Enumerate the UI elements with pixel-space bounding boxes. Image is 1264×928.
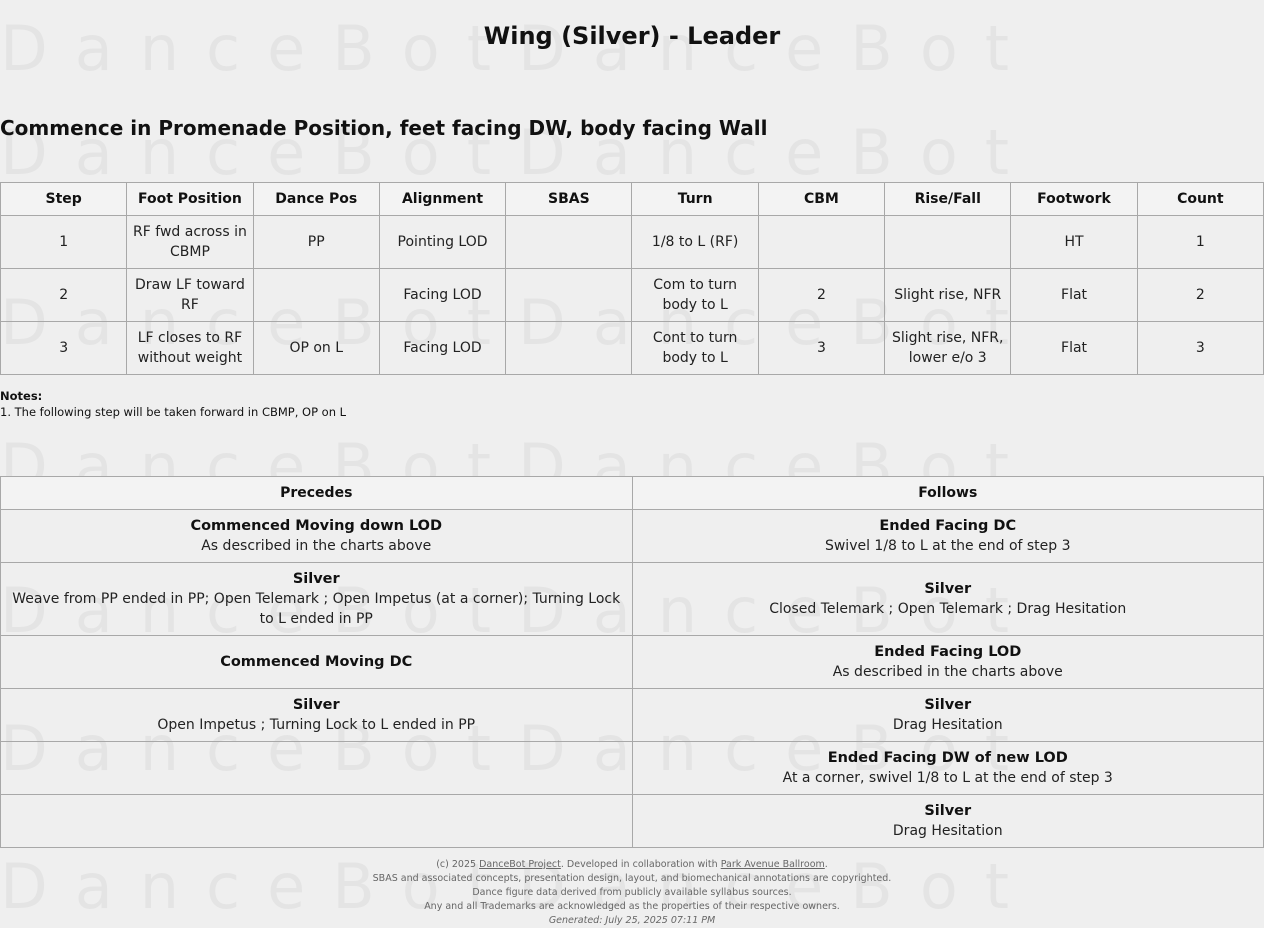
footer-line: Any and all Trademarks are acknowledged as the properties of their respective owners. — [424, 901, 840, 912]
precedes-cell — [1, 689, 633, 742]
cell-cbm — [758, 216, 884, 269]
follows-cell — [632, 795, 1264, 848]
cell-count: 2 — [1137, 269, 1263, 322]
steps-header-row — [1, 183, 1264, 216]
cell-sbas — [506, 322, 632, 375]
follows-title: Silver — [924, 697, 972, 713]
cell-footwork: Flat — [1011, 322, 1137, 375]
cell-count: 3 — [1137, 322, 1263, 375]
cell-rise-fall: Slight rise, NFR, lower e/o 3 — [885, 322, 1011, 375]
cell-rise-fall — [885, 216, 1011, 269]
header-turn: Turn — [632, 183, 758, 216]
notes-label: Notes: — [0, 389, 43, 403]
cell-foot-position: Draw LF toward RF — [127, 269, 253, 322]
follows-cell — [632, 563, 1264, 636]
precedes-follows-table — [0, 476, 1264, 848]
commence-heading: Commence in Promenade Position, feet facing DW, body facing Wall — [0, 116, 768, 140]
header-alignment: Alignment — [379, 183, 505, 216]
precedes-cell — [1, 563, 633, 636]
header-footwork: Footwork — [1011, 183, 1137, 216]
footer-copyright-suffix: . — [824, 859, 828, 870]
table-row — [1, 563, 1264, 636]
footer-line: SBAS and associated concepts, presentation design, layout, and biomechanical annotations are copyrighted. — [372, 873, 892, 884]
header-dance-pos: Dance Pos — [253, 183, 379, 216]
follows-text: Drag Hesitation — [892, 717, 1003, 733]
follows-text: Drag Hesitation — [892, 823, 1003, 839]
cell-dance-pos — [253, 269, 379, 322]
cell-cbm: 3 — [758, 322, 884, 375]
table-row — [1, 742, 1264, 795]
table-row — [1, 510, 1264, 563]
footer-copyright — [0, 858, 1264, 872]
footer-copyright-mid: . Developed in collaboration with — [560, 859, 721, 870]
follows-text: At a corner, swivel 1/8 to L at the end of step 3 — [782, 770, 1113, 786]
cell-turn: Cont to turn body to L — [632, 322, 758, 375]
footer-generated: Generated: July 25, 2025 07:11 PM — [548, 915, 716, 926]
cell-foot-position: LF closes to RF without weight — [127, 322, 253, 375]
precedes-cell-empty — [1, 742, 633, 795]
table-row — [1, 636, 1264, 689]
cell-step: 3 — [1, 322, 127, 375]
follows-title: Silver — [924, 581, 972, 597]
precedes-title: Silver — [292, 697, 340, 713]
table-row — [1, 322, 1264, 375]
cell-rise-fall: Slight rise, NFR — [885, 269, 1011, 322]
table-row — [1, 269, 1264, 322]
cell-footwork: HT — [1011, 216, 1137, 269]
cell-dance-pos: OP on L — [253, 322, 379, 375]
page-title: Wing (Silver) - Leader — [483, 22, 781, 50]
follows-cell — [632, 636, 1264, 689]
cell-alignment: Facing LOD — [379, 322, 505, 375]
cell-dance-pos: PP — [253, 216, 379, 269]
note-item: 1. The following step will be taken forward in CBMP, OP on L — [0, 405, 347, 419]
precedes-title: Commenced Moving DC — [220, 654, 413, 670]
table-row — [1, 216, 1264, 269]
cell-cbm: 2 — [758, 269, 884, 322]
footer — [0, 858, 1264, 928]
header-follows: Follows — [632, 477, 1264, 510]
follows-cell — [632, 742, 1264, 795]
precedes-cell — [1, 510, 633, 563]
follows-text: Closed Telemark ; Open Telemark ; Drag Hesitation — [769, 601, 1127, 617]
precedes-follows-header-row — [1, 477, 1264, 510]
header-count: Count — [1137, 183, 1263, 216]
precedes-text: Weave from PP ended in PP; Open Telemark ; Open Impetus (at a corner); Turning Lock to L ended in PP — [12, 591, 621, 627]
follows-title: Ended Facing DC — [879, 518, 1017, 534]
follows-title: Ended Facing DW of new LOD — [827, 750, 1068, 766]
follows-text: As described in the charts above — [832, 664, 1063, 680]
follows-title: Silver — [924, 803, 972, 819]
precedes-cell-empty — [1, 795, 633, 848]
cell-turn: Com to turn body to L — [632, 269, 758, 322]
precedes-text: As described in the charts above — [201, 538, 432, 554]
follows-title: Ended Facing LOD — [874, 644, 1022, 660]
cell-sbas — [506, 216, 632, 269]
footer-line: Dance figure data derived from publicly available syllabus sources. — [472, 887, 792, 898]
header-rise-fall: Rise/Fall — [885, 183, 1011, 216]
header-step: Step — [1, 183, 127, 216]
header-foot-position: Foot Position — [127, 183, 253, 216]
park-avenue-ballroom-link[interactable]: Park Avenue Ballroom — [720, 859, 825, 870]
cell-footwork: Flat — [1011, 269, 1137, 322]
header-precedes: Precedes — [1, 477, 633, 510]
steps-table — [0, 182, 1264, 375]
cell-step: 2 — [1, 269, 127, 322]
cell-alignment: Pointing LOD — [379, 216, 505, 269]
footer-copyright-prefix: (c) 2025 — [436, 859, 480, 870]
follows-cell — [632, 689, 1264, 742]
header-sbas: SBAS — [506, 183, 632, 216]
dancebot-project-link[interactable]: DanceBot Project — [479, 859, 561, 870]
precedes-title: Silver — [292, 571, 340, 587]
precedes-title: Commenced Moving down LOD — [190, 518, 443, 534]
follows-text: Swivel 1/8 to L at the end of step 3 — [824, 538, 1071, 554]
table-row — [1, 795, 1264, 848]
cell-foot-position: RF fwd across in CBMP — [127, 216, 253, 269]
table-row — [1, 689, 1264, 742]
header-cbm: CBM — [758, 183, 884, 216]
cell-step: 1 — [1, 216, 127, 269]
cell-alignment: Facing LOD — [379, 269, 505, 322]
notes — [0, 388, 346, 420]
precedes-text: Open Impetus ; Turning Lock to L ended in PP — [157, 717, 476, 733]
follows-cell — [632, 510, 1264, 563]
cell-sbas — [506, 269, 632, 322]
cell-count: 1 — [1137, 216, 1263, 269]
precedes-cell — [1, 636, 633, 689]
cell-turn: 1/8 to L (RF) — [632, 216, 758, 269]
